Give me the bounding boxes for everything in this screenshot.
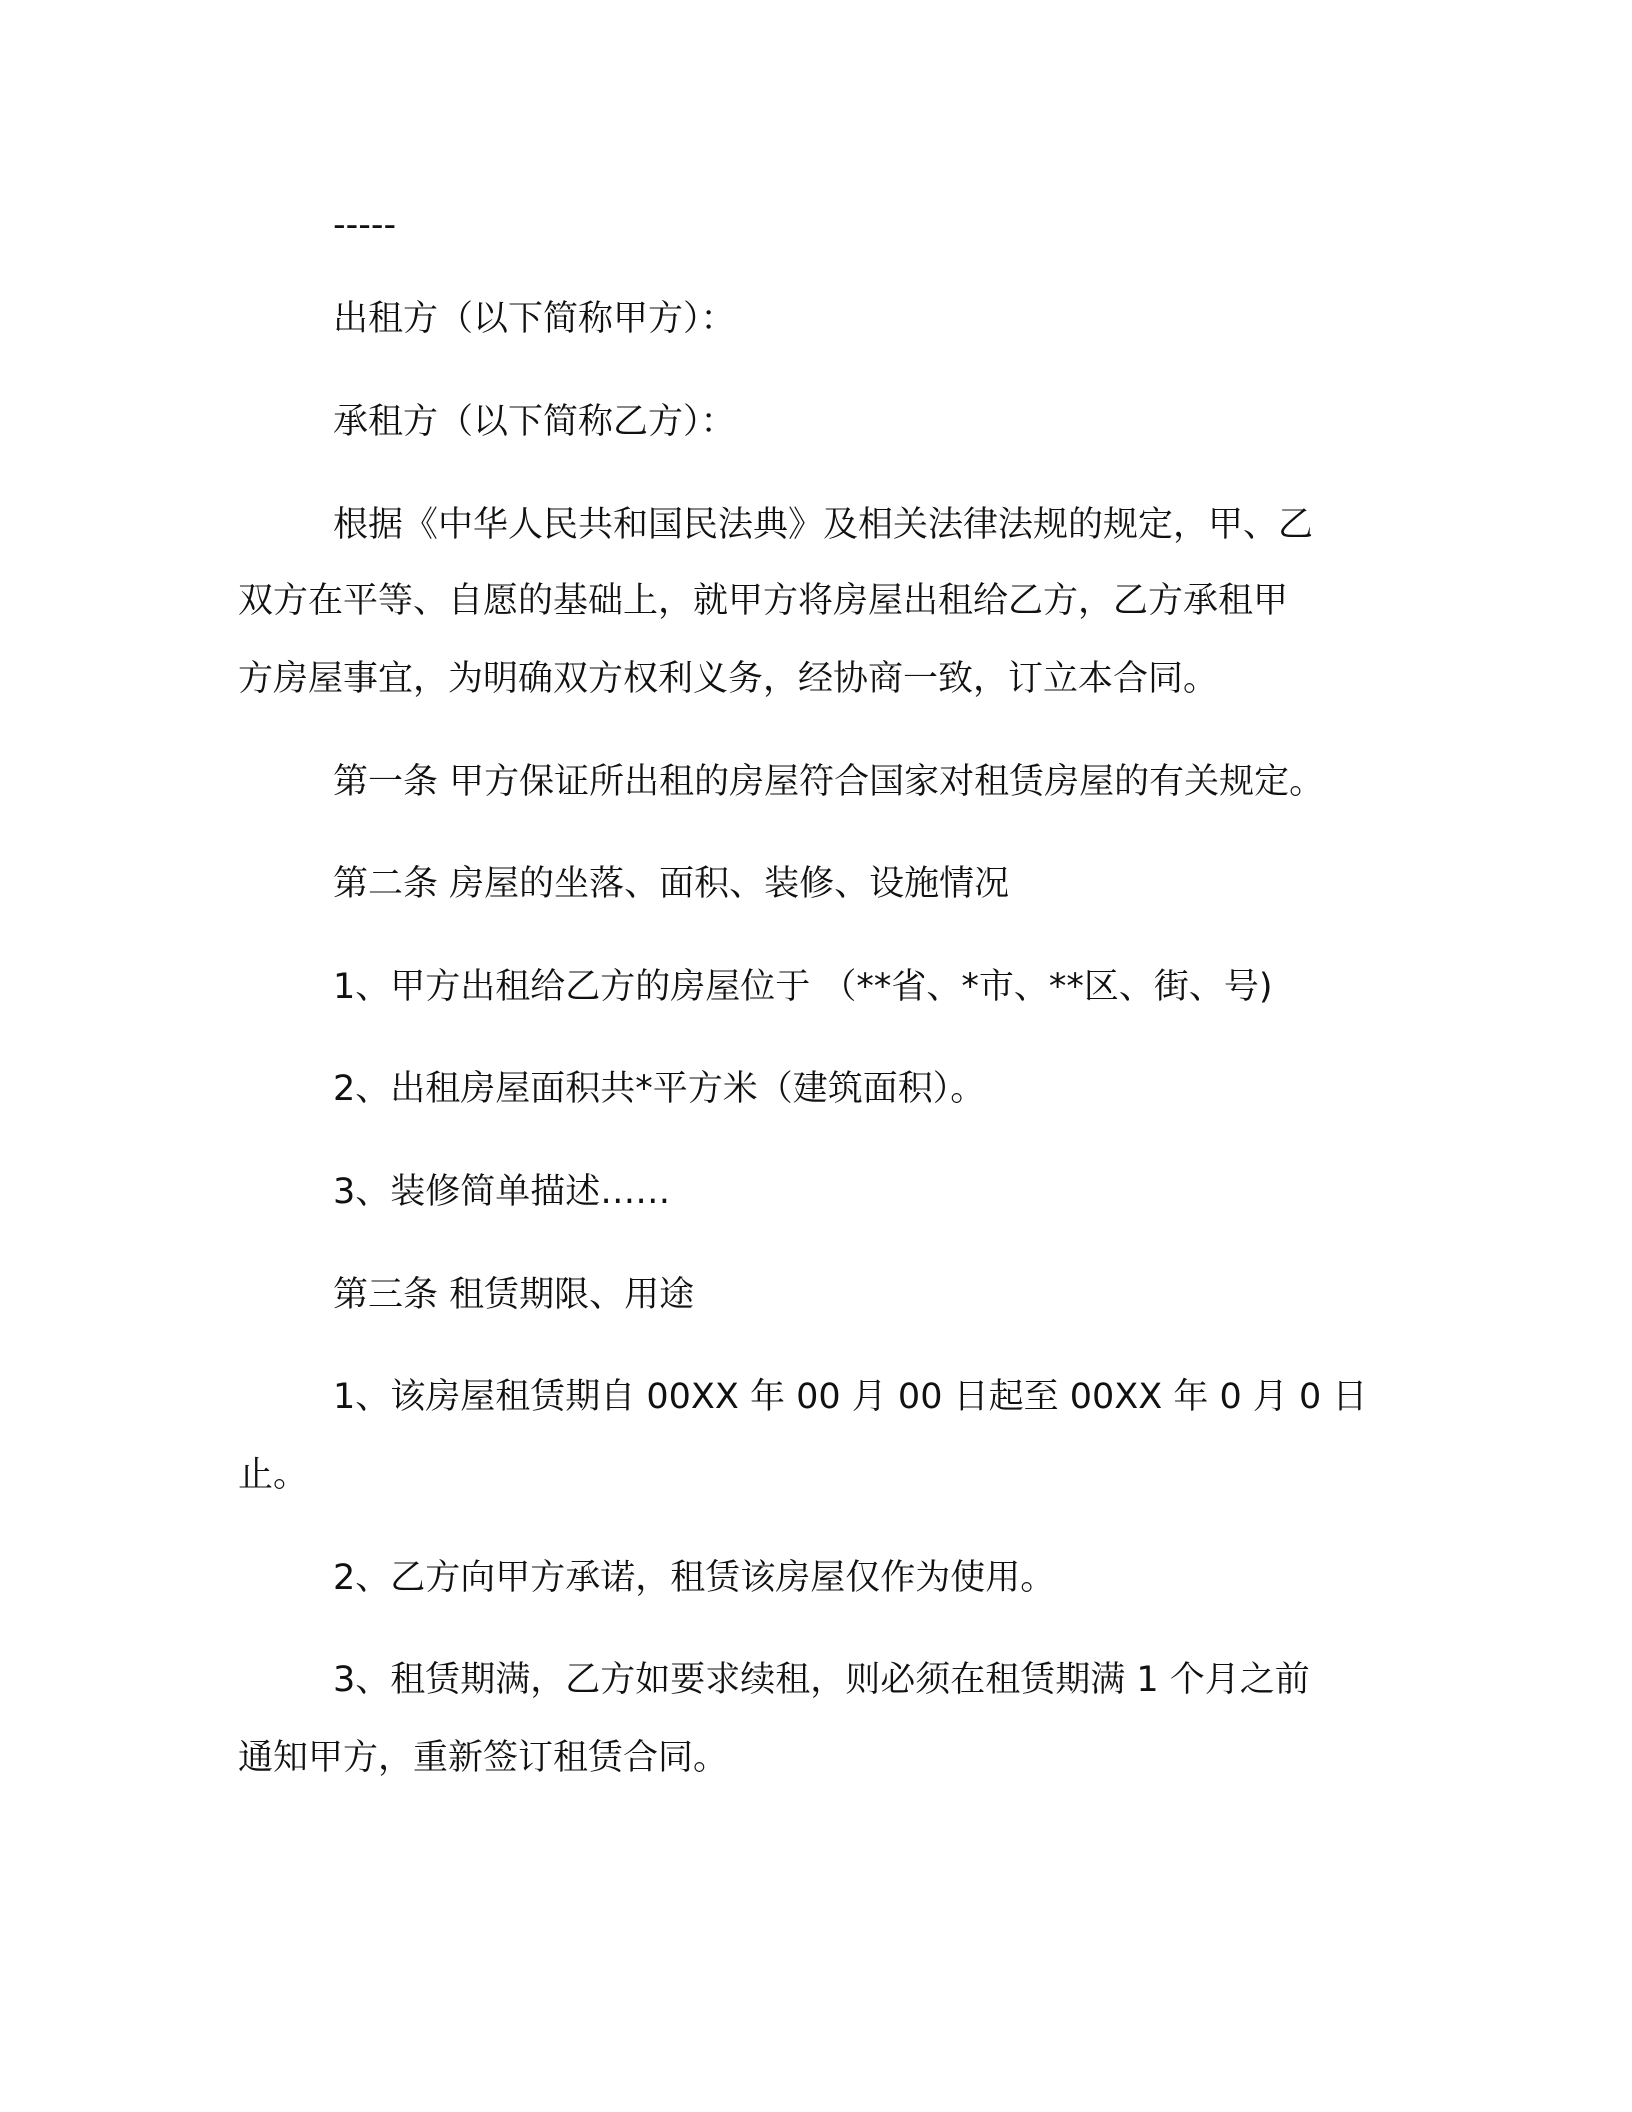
preamble-line-3: 方房屋事宜，为明确双方权利义务，经协商一致，订立本合同。 xyxy=(238,659,1219,699)
article-3-item-1-line-2: 止。 xyxy=(238,1455,309,1495)
article-3-item-1-line-1: 1、该房屋租赁期自 00XX 年 00 月 00 日起至 00XX 年 0 月 0 日 xyxy=(333,1377,1368,1417)
article-3-heading: 第三条 租赁期限、用途 xyxy=(333,1275,695,1315)
article-3-item-3-line-2: 通知甲方，重新签订租赁合同。 xyxy=(238,1738,729,1778)
article-3-item-2: 2、乙方向甲方承诺，租赁该房屋仅作为使用。 xyxy=(333,1558,1056,1598)
article-2-item-3: 3、装修简单描述…… xyxy=(333,1172,671,1212)
separator-line: ----- xyxy=(333,205,397,245)
article-2-heading: 第二条 房屋的坐落、面积、装修、设施情况 xyxy=(333,864,1010,904)
article-3-item-3-line-1: 3、租赁期满，乙方如要求续租，则必须在租赁期满 1 个月之前 xyxy=(333,1660,1310,1700)
article-2-item-1: 1、甲方出租给乙方的房屋位于 （**省、*市、**区、街、号) xyxy=(333,967,1273,1007)
article-1-heading: 第一条 甲方保证所出租的房屋符合国家对租赁房屋的有关规定。 xyxy=(333,762,1325,802)
lessor-line: 出租方（以下简称甲方）： xyxy=(333,299,736,339)
lessee-line: 承租方（以下简称乙方）： xyxy=(333,402,736,442)
preamble-line-1: 根据《中华人民共和国民法典》及相关法律法规的规定，甲、乙 xyxy=(333,505,1314,545)
article-2-item-2: 2、出租房屋面积共*平方米（建筑面积）。 xyxy=(333,1069,986,1109)
preamble-line-2: 双方在平等、自愿的基础上，就甲方将房屋出租给乙方，乙方承租甲 xyxy=(238,581,1289,621)
